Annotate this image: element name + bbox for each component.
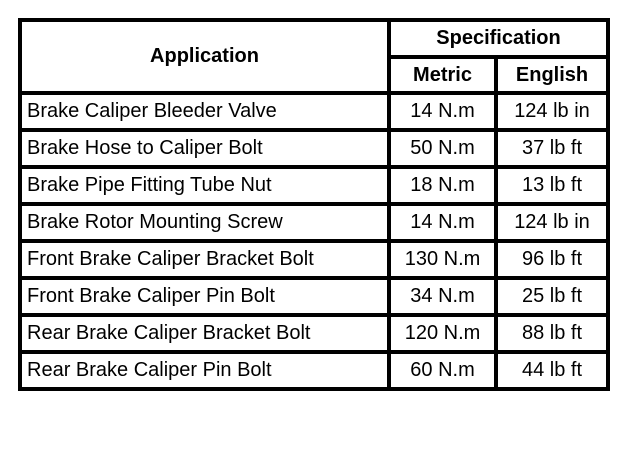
cell-application: Brake Pipe Fitting Tube Nut — [20, 167, 389, 204]
cell-english: 13 lb ft — [496, 167, 608, 204]
cell-application: Rear Brake Caliper Bracket Bolt — [20, 315, 389, 352]
cell-english: 124 lb in — [496, 204, 608, 241]
fastener-spec-table — [18, 18, 610, 391]
cell-metric: 130 N.m — [389, 241, 496, 278]
cell-english: 37 lb ft — [496, 130, 608, 167]
cell-application: Brake Rotor Mounting Screw — [20, 204, 389, 241]
table-row — [20, 167, 608, 204]
table-row — [20, 278, 608, 315]
cell-metric: 34 N.m — [389, 278, 496, 315]
cell-english: 88 lb ft — [496, 315, 608, 352]
table-row — [20, 130, 608, 167]
cell-metric: 50 N.m — [389, 130, 496, 167]
cell-metric: 18 N.m — [389, 167, 496, 204]
table-row — [20, 315, 608, 352]
table-row — [20, 241, 608, 278]
header-metric: Metric — [389, 57, 496, 93]
cell-metric: 14 N.m — [389, 204, 496, 241]
cell-application: Rear Brake Caliper Pin Bolt — [20, 352, 389, 389]
cell-application: Brake Caliper Bleeder Valve — [20, 93, 389, 130]
table-row — [20, 352, 608, 389]
cell-english: 25 lb ft — [496, 278, 608, 315]
cell-metric: 60 N.m — [389, 352, 496, 389]
header-english: English — [496, 57, 608, 93]
header-application: Application — [20, 20, 389, 93]
table-body — [20, 93, 608, 389]
cell-metric: 120 N.m — [389, 315, 496, 352]
table-row — [20, 204, 608, 241]
cell-english: 44 lb ft — [496, 352, 608, 389]
header-row-top — [20, 20, 608, 57]
cell-metric: 14 N.m — [389, 93, 496, 130]
header-specification: Specification — [389, 20, 608, 57]
cell-application: Front Brake Caliper Pin Bolt — [20, 278, 389, 315]
cell-english: 124 lb in — [496, 93, 608, 130]
cell-application: Brake Hose to Caliper Bolt — [20, 130, 389, 167]
cell-english: 96 lb ft — [496, 241, 608, 278]
table-row — [20, 93, 608, 130]
table-header — [20, 20, 608, 93]
cell-application: Front Brake Caliper Bracket Bolt — [20, 241, 389, 278]
